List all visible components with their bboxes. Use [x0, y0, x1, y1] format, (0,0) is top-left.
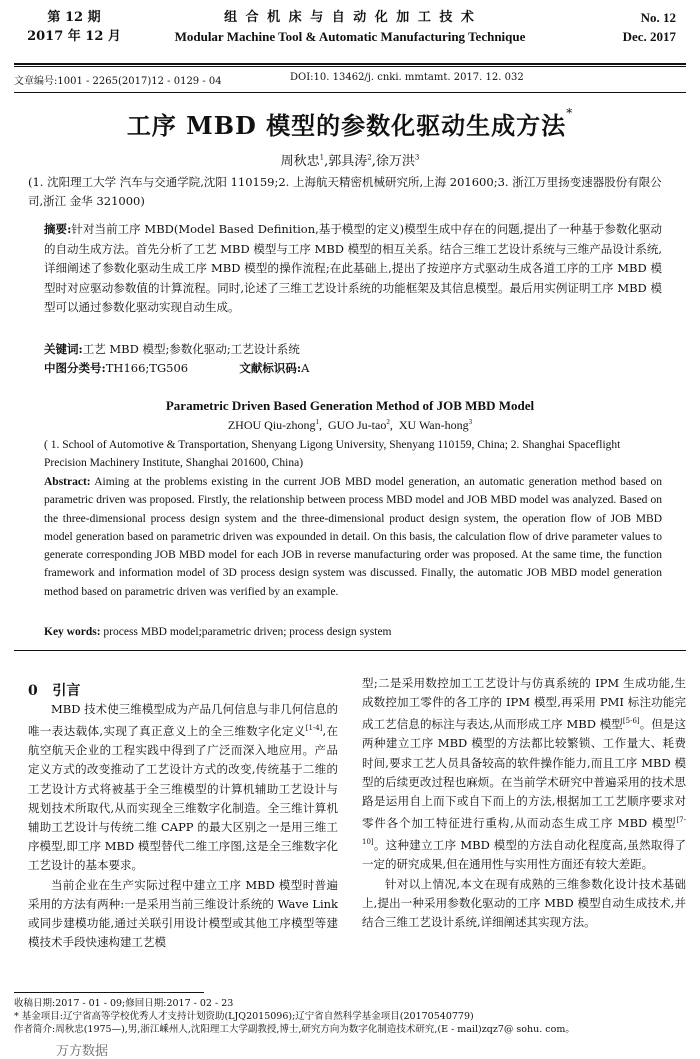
clc-label: 中图分类号:	[44, 361, 106, 375]
author-name: 郭具涛	[328, 154, 368, 169]
footnote-dates: 收稿日期:2017 - 01 - 09;修回日期:2017 - 02 - 23	[14, 998, 234, 1009]
keywords-en	[44, 626, 662, 638]
issue-number-en: No. 12	[640, 10, 676, 25]
keywords-cn	[44, 340, 662, 359]
paragraph-text: 针对以上情况,本文在现有成熟的三维参数化设计技术基础上,提出一种采用参数化驱动的工序 MBD 模型自动生成技术,并结合三维工艺设计系统,详细阐述其实现方法。	[362, 876, 686, 929]
watermark: 万方数据	[56, 1044, 109, 1059]
header-rule	[14, 63, 686, 65]
issue-date-cn: 2017 年 12 月	[27, 29, 121, 44]
section-title: 引言	[52, 683, 81, 699]
paper-title-text: 工序 MBD 模型的参数化驱动生成方法	[126, 111, 567, 140]
abstract-en	[44, 473, 662, 601]
footnote-bio: 作者简介:周秋忠(1975—),男,浙江嵊州人,沈阳理工大学副教授,博士,研究方向为数字化制造技术研究,(E - mail)zqz7@ sohu. com。	[14, 1024, 575, 1035]
section-heading	[28, 680, 80, 700]
keywords-cn-label: 关键词:	[44, 342, 83, 356]
author-sup: 2	[367, 153, 372, 162]
keywords-block-cn	[44, 340, 662, 378]
author-sup: 1	[319, 153, 325, 162]
body-paragraph	[362, 875, 686, 933]
author-sup-en: 2	[386, 418, 390, 426]
author-name-en: XU Wan-hong	[398, 418, 469, 432]
paragraph-text: 型;二是采用数控加工工艺设计与仿真系统的 IPM 生成功能,生成数控加工零件的各工序的 IPM 模型,再采用 PMI 标注功能完成工艺信息的标注与表达,从而形成工序 MBD 模型	[362, 676, 686, 732]
author-name: 周秋忠	[280, 154, 320, 169]
abstract-en-label: Abstract:	[44, 476, 91, 488]
doc-code-value: A	[301, 361, 310, 375]
body-column-right	[362, 674, 686, 932]
doi: DOI:10. 13462/j. cnki. mmtamt. 2017. 12. 032	[290, 72, 524, 83]
footnote-fund: * 基金项目:辽宁省高等学校优秀人才支持计划资助(LJQ2015096);辽宁省自然科学基金项目(20170540779)	[14, 1011, 474, 1022]
classification	[44, 359, 662, 378]
clc-value: TH166;TG506	[105, 361, 189, 375]
footnote-rule	[14, 992, 204, 993]
body-paragraph	[28, 876, 338, 953]
journal-name-cn: 组 合 机 床 与 自 动 化 加 工 技 术	[224, 10, 476, 25]
journal-name-en: Modular Machine Tool & Automatic Manufacturing Technique	[174, 29, 526, 44]
keywords-en-label: Key words:	[44, 626, 101, 638]
article-number: 文章编号:1001 - 2265(2017)12 - 0129 - 04	[14, 76, 222, 87]
paper-title-en: Parametric Driven Based Generation Method of JOB MBD Model	[165, 398, 535, 413]
abstract-en-text: Aiming at the problems existing in the current JOB MBD model generation, an automatic generation method based on parametric driven was proposed. Firstly, the relationship between process MBD model and JOB MBD model was analyzed. Based on the three-dimensional process design system and the three-dimensional product design system, the operation flow of JOB MBD model generation based on parametric driven was expounded in detail. On this basis, the calculation flow of drive parameter values to generate corresponding JOB MBD model for each JOB in reverse manufacturing order was proposed. At the same time, the function framework and information model of 3D process design system was discussed. Finally, the automatic JOB MBD model generation method based on parametric driven was verified by an example.	[44, 476, 662, 598]
keywords-en-text: process MBD model;parametric driven; process design system	[100, 626, 392, 638]
body-column-left	[28, 700, 338, 952]
issue-info-en	[566, 8, 676, 46]
author-sup-en: 3	[468, 418, 473, 426]
issue-number-cn: 第 12 期	[47, 10, 101, 25]
abstract-cn-label: 摘要:	[44, 222, 72, 236]
affiliation-cn: (1. 沈阳理工大学 汽车与交通学院,沈阳 110159;2. 上海航天精密机械研究所,上海 201600;3. 浙江万里扬变速器股份有限公司,浙江 金华 321000)	[28, 175, 662, 208]
author-name-en: ZHOU Qiu-zhong	[227, 418, 316, 432]
author-list: 周秋忠$^1$,郭具涛$^2$,徐万洪$^3$	[280, 153, 420, 169]
paper-title	[0, 106, 700, 141]
keywords-cn-text: 工艺 MBD 模型;参数化驱动;工艺设计系统	[82, 342, 300, 356]
abstract-end-rule	[14, 650, 686, 651]
affiliation-en: ( 1. School of Automotive & Transportation, Shenyang Ligong University, Shenyang 110159, China; 2. Shanghai Spaceflight Precision Machinery Institute, Shanghai 201600, China)	[44, 439, 621, 469]
section-number: 0	[28, 683, 38, 699]
paragraph-text: 当前企业在生产实际过程中建立工序 MBD 模型时普遍采用的方法有两种:一是采用当前三维设计系统的 Wave Link 或同步建模功能,通过关联引用设计模型或其他工序模型等建模技术手段快速构建工艺模	[28, 877, 338, 950]
doc-code-label: 文献标识码:	[239, 361, 302, 375]
author-sup: 3	[414, 153, 420, 162]
paragraph-text: 。这种建立工序 MBD 模型的方法自动化程度高,虽然取得了一定的研究成果,但在通用性与实用性方面还有较大差距。	[362, 838, 686, 872]
paragraph-text: 。但是这两种建立工序 MBD 模型的方法都比较繁锁、工作量大、耗费时间,要求工艺人员具备较高的软件操作能力,而且工序 MBD 模型的后续更改过程也麻烦。在当前学术研究中普遍采用的技术思路是运用自上而下或自下而上的方法,根据加工工艺顺序要求对零件各个加工特征进行重构,从而动态生成工序 MBD 模型	[362, 717, 687, 831]
title-footnote-mark: *	[566, 106, 574, 120]
author-sup-en: 1	[315, 418, 319, 426]
abstract-cn-text: 针对当前工序 MBD(Model Based Definition,基于模型的定义)模型生成中存在的问题,提出了一种基于参数化驱动的自动生成方法。首先分析了工艺 MBD 模型与工序 MBD 模型的相互关系。结合三维工艺设计系统与三维产品设计系统,详细阐述了参数化驱动生成工序 MBD 模型的操作流程;在此基础上,提出了按逆序方式驱动生成各道工序的工序 MBD 模型时对应驱动参数值的计算流程。同时,论述了三维工艺设计系统的功能框架及其信息模型。最后用实例证明工序 MBD 模型可以通过参数化驱动实现自动生成。	[44, 222, 662, 314]
citation-ref: [7-10]	[362, 816, 686, 847]
citation-ref: [1-4]	[305, 724, 323, 733]
paragraph-text: MBD 技术使三维模型成为产品几何信息与非几何信息的唯一表达载体,实现了真正意义上的全三维数字化定义	[28, 702, 338, 739]
body-paragraph	[28, 700, 338, 876]
author-list-en: ZHOU Qiu-zhong$^1$, GUO Ju-tao$^2$, XU Wan-hong$^3$	[227, 418, 473, 432]
author-name-en: GUO Ju-tao	[328, 418, 387, 432]
paragraph-text: ,在航空航天企业的工程实践中得到了广泛而深入地应用。产品定义方式的改变推动了工艺设计方式的改变,传统基于二维的工艺设计方式将被基于全三维模型的计算机辅助工艺设计与规划技术所取代,从而实现全三维数字化制造。全三维计算机辅助工艺设计与传统二维 CAPP 的最大区别之一是用三维工序模型,即工序 MBD 模型替代二维工序图,这是全三维数字化工艺设计的基本要求。	[28, 724, 339, 873]
citation-ref: [5-6]	[622, 717, 640, 726]
body-paragraph	[362, 674, 686, 875]
issue-date-en: Dec. 2017	[622, 29, 676, 44]
meta-rule	[14, 92, 686, 93]
header-rule-thin	[14, 66, 686, 67]
author-name: 徐万洪	[375, 154, 415, 169]
journal-name	[140, 8, 560, 46]
issue-info-cn	[14, 8, 134, 46]
abstract-cn	[44, 220, 662, 318]
